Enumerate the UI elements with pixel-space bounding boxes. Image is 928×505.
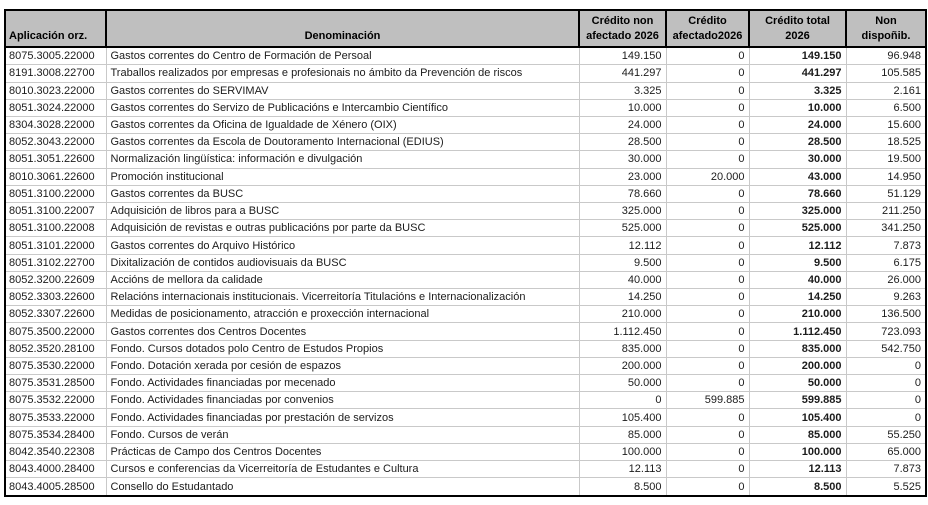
- cell-credito-afectado-2026[interactable]: 0: [666, 116, 749, 133]
- cell-aplicacion-orz[interactable]: 8051.3024.22000: [5, 99, 106, 116]
- column-header-non-disponib[interactable]: [846, 10, 926, 47]
- cell-denominacion[interactable]: Gastos correntes do SERVIMAV: [106, 82, 579, 99]
- cell-aplicacion-orz[interactable]: 8010.3023.22000: [5, 82, 106, 99]
- column-header-line: Non: [875, 15, 897, 27]
- cell-denominacion[interactable]: Gastos correntes do Servizo de Publicacións e Intercambio Científico: [106, 99, 579, 116]
- cell-aplicacion-orz[interactable]: 8075.3534.28400: [5, 426, 106, 443]
- cell-credito-afectado-2026[interactable]: 0: [666, 478, 749, 496]
- cell-non-disponib[interactable]: 0: [846, 357, 926, 374]
- cell-credito-afectado-2026[interactable]: 0: [666, 82, 749, 99]
- cell-aplicacion-orz[interactable]: 8052.3520.28100: [5, 340, 106, 357]
- cell-non-disponib[interactable]: 341.250: [846, 220, 926, 237]
- cell-credito-afectado-2026[interactable]: 0: [666, 375, 749, 392]
- cell-credito-afectado-2026[interactable]: 0: [666, 203, 749, 220]
- cell-credito-total-2026[interactable]: 85.000: [749, 426, 846, 443]
- cell-non-disponib[interactable]: 6.175: [846, 254, 926, 271]
- table-body: [5, 47, 926, 496]
- cell-credito-afectado-2026[interactable]: 0: [666, 306, 749, 323]
- cell-aplicacion-orz[interactable]: 8052.3307.22600: [5, 306, 106, 323]
- cell-credito-total-2026[interactable]: 325.000: [749, 203, 846, 220]
- cell-credito-afectado-2026[interactable]: 0: [666, 65, 749, 82]
- cell-credito-non-afectado-2026[interactable]: 50.000: [579, 375, 666, 392]
- column-header-line: Crédito non: [591, 15, 654, 27]
- cell-credito-afectado-2026[interactable]: 20.000: [666, 168, 749, 185]
- table-row: [5, 82, 926, 99]
- cell-aplicacion-orz[interactable]: 8075.3530.22000: [5, 357, 106, 374]
- cell-aplicacion-orz[interactable]: 8304.3028.22000: [5, 116, 106, 133]
- cell-aplicacion-orz[interactable]: 8075.3500.22000: [5, 323, 106, 340]
- table-row: [5, 168, 926, 185]
- cell-credito-total-2026[interactable]: 105.400: [749, 409, 846, 426]
- table-row: [5, 323, 926, 340]
- cell-credito-non-afectado-2026[interactable]: 30.000: [579, 151, 666, 168]
- cell-credito-afectado-2026[interactable]: 0: [666, 443, 749, 460]
- column-header-denominacion[interactable]: [106, 10, 579, 47]
- cell-credito-total-2026[interactable]: 43.000: [749, 168, 846, 185]
- cell-credito-afectado-2026[interactable]: 0: [666, 134, 749, 151]
- cell-credito-non-afectado-2026[interactable]: 835.000: [579, 340, 666, 357]
- table-header: [5, 10, 926, 47]
- cell-aplicacion-orz[interactable]: 8052.3043.22000: [5, 134, 106, 151]
- cell-credito-total-2026[interactable]: 30.000: [749, 151, 846, 168]
- cell-denominacion[interactable]: Dixitalización de contidos audiovisuais da BUSC: [106, 254, 579, 271]
- cell-denominacion[interactable]: Medidas de posicionamento, atracción e proxección internacional: [106, 306, 579, 323]
- cell-credito-non-afectado-2026[interactable]: 9.500: [579, 254, 666, 271]
- cell-aplicacion-orz[interactable]: 8043.4005.28500: [5, 478, 106, 496]
- cell-aplicacion-orz[interactable]: 8051.3100.22008: [5, 220, 106, 237]
- cell-non-disponib[interactable]: 2.161: [846, 82, 926, 99]
- table-row: [5, 134, 926, 151]
- cell-credito-non-afectado-2026[interactable]: 10.000: [579, 99, 666, 116]
- cell-credito-total-2026[interactable]: 1.112.450: [749, 323, 846, 340]
- cell-non-disponib[interactable]: 18.525: [846, 134, 926, 151]
- cell-denominacion[interactable]: Fondo. Dotación xerada por cesión de espazos: [106, 357, 579, 374]
- cell-denominacion[interactable]: Gastos correntes da Escola de Doutoramento Internacional (EDIUS): [106, 134, 579, 151]
- cell-non-disponib[interactable]: 65.000: [846, 443, 926, 460]
- cell-credito-total-2026[interactable]: 12.113: [749, 461, 846, 478]
- cell-denominacion[interactable]: Consello do Estudantado: [106, 478, 579, 496]
- cell-non-disponib[interactable]: 723.093: [846, 323, 926, 340]
- cell-aplicacion-orz[interactable]: 8042.3540.22308: [5, 443, 106, 460]
- cell-aplicacion-orz[interactable]: 8075.3532.22000: [5, 392, 106, 409]
- cell-aplicacion-orz[interactable]: 8075.3533.22000: [5, 409, 106, 426]
- cell-non-disponib[interactable]: 105.585: [846, 65, 926, 82]
- cell-credito-afectado-2026[interactable]: 0: [666, 289, 749, 306]
- cell-credito-non-afectado-2026[interactable]: 12.113: [579, 461, 666, 478]
- cell-aplicacion-orz[interactable]: 8051.3100.22000: [5, 185, 106, 202]
- cell-credito-afectado-2026[interactable]: 0: [666, 409, 749, 426]
- header-row: [5, 10, 926, 47]
- column-header-credito-non-afectado-2026[interactable]: [579, 10, 666, 47]
- table-row: [5, 306, 926, 323]
- table-row: [5, 254, 926, 271]
- cell-non-disponib[interactable]: 14.950: [846, 168, 926, 185]
- cell-non-disponib[interactable]: 0: [846, 392, 926, 409]
- cell-credito-total-2026[interactable]: 40.000: [749, 271, 846, 288]
- cell-non-disponib[interactable]: 9.263: [846, 289, 926, 306]
- cell-credito-non-afectado-2026[interactable]: 28.500: [579, 134, 666, 151]
- cell-credito-total-2026[interactable]: 525.000: [749, 220, 846, 237]
- column-header-credito-total-2026[interactable]: [749, 10, 846, 47]
- table-row: [5, 340, 926, 357]
- table-row: [5, 375, 926, 392]
- table-row: [5, 116, 926, 133]
- cell-credito-afectado-2026[interactable]: 599.885: [666, 392, 749, 409]
- cell-non-disponib[interactable]: 0: [846, 409, 926, 426]
- cell-denominacion[interactable]: Cursos e conferencias da Vicerreitoría de Estudantes e Cultura: [106, 461, 579, 478]
- cell-aplicacion-orz[interactable]: 8191.3008.22700: [5, 65, 106, 82]
- cell-credito-non-afectado-2026[interactable]: 210.000: [579, 306, 666, 323]
- table-row: [5, 99, 926, 116]
- column-header-line: 2026: [785, 30, 810, 42]
- table-row: [5, 47, 926, 65]
- cell-denominacion[interactable]: Fondo. Actividades financiadas por mecenado: [106, 375, 579, 392]
- table-row: [5, 151, 926, 168]
- cell-denominacion[interactable]: Promoción institucional: [106, 168, 579, 185]
- cell-non-disponib[interactable]: 26.000: [846, 271, 926, 288]
- table-row: [5, 237, 926, 254]
- cell-credito-non-afectado-2026[interactable]: 100.000: [579, 443, 666, 460]
- cell-denominacion[interactable]: Gastos correntes da BUSC: [106, 185, 579, 202]
- cell-non-disponib[interactable]: 136.500: [846, 306, 926, 323]
- cell-credito-total-2026[interactable]: 12.112: [749, 237, 846, 254]
- cell-credito-total-2026[interactable]: 3.325: [749, 82, 846, 99]
- table-row: [5, 65, 926, 82]
- cell-denominacion[interactable]: Fondo. Cursos de verán: [106, 426, 579, 443]
- cell-credito-non-afectado-2026[interactable]: 85.000: [579, 426, 666, 443]
- table-row: [5, 185, 926, 202]
- cell-credito-afectado-2026[interactable]: 0: [666, 220, 749, 237]
- column-header-line: afectado 2026: [586, 30, 659, 42]
- cell-non-disponib[interactable]: 5.525: [846, 478, 926, 496]
- cell-credito-non-afectado-2026[interactable]: 3.325: [579, 82, 666, 99]
- cell-credito-non-afectado-2026[interactable]: 23.000: [579, 168, 666, 185]
- cell-credito-total-2026[interactable]: 50.000: [749, 375, 846, 392]
- cell-aplicacion-orz[interactable]: 8075.3005.22000: [5, 47, 106, 65]
- cell-non-disponib[interactable]: 542.750: [846, 340, 926, 357]
- cell-aplicacion-orz[interactable]: 8052.3303.22600: [5, 289, 106, 306]
- cell-credito-afectado-2026[interactable]: 0: [666, 357, 749, 374]
- table-row: [5, 461, 926, 478]
- cell-credito-total-2026[interactable]: 10.000: [749, 99, 846, 116]
- cell-aplicacion-orz[interactable]: 8052.3200.22609: [5, 271, 106, 288]
- cell-non-disponib[interactable]: 7.873: [846, 461, 926, 478]
- cell-credito-non-afectado-2026[interactable]: 14.250: [579, 289, 666, 306]
- table-row: [5, 478, 926, 496]
- table-row: [5, 426, 926, 443]
- column-header-line: dispoñib.: [861, 30, 911, 42]
- cell-credito-afectado-2026[interactable]: 0: [666, 237, 749, 254]
- cell-credito-afectado-2026[interactable]: 0: [666, 323, 749, 340]
- cell-denominacion[interactable]: Accións de mellora da calidade: [106, 271, 579, 288]
- cell-aplicacion-orz[interactable]: 8051.3100.22007: [5, 203, 106, 220]
- cell-denominacion[interactable]: Prácticas de Campo dos Centros Docentes: [106, 443, 579, 460]
- table-row: [5, 443, 926, 460]
- cell-credito-afectado-2026[interactable]: 0: [666, 99, 749, 116]
- table-row: [5, 220, 926, 237]
- table-row: [5, 289, 926, 306]
- cell-non-disponib[interactable]: 0: [846, 375, 926, 392]
- cell-denominacion[interactable]: Fondo. Actividades financiadas por convenios: [106, 392, 579, 409]
- cell-credito-total-2026[interactable]: 599.885: [749, 392, 846, 409]
- cell-denominacion[interactable]: Adquisición de revistas e outras publicacións por parte da BUSC: [106, 220, 579, 237]
- column-header-aplicacion-orz[interactable]: [5, 10, 106, 47]
- cell-credito-total-2026[interactable]: 441.297: [749, 65, 846, 82]
- cell-denominacion[interactable]: Normalización lingüística: información e divulgación: [106, 151, 579, 168]
- table-row: [5, 357, 926, 374]
- cell-aplicacion-orz[interactable]: 8043.4000.28400: [5, 461, 106, 478]
- cell-credito-total-2026[interactable]: 149.150: [749, 47, 846, 65]
- table-row: [5, 203, 926, 220]
- cell-credito-afectado-2026[interactable]: 0: [666, 47, 749, 65]
- cell-denominacion[interactable]: Gastos correntes do Centro de Formación de Persoal: [106, 47, 579, 65]
- cell-credito-total-2026[interactable]: 24.000: [749, 116, 846, 133]
- cell-denominacion[interactable]: Gastos correntes da Oficina de Igualdade de Xénero (OIX): [106, 116, 579, 133]
- cell-credito-non-afectado-2026[interactable]: 105.400: [579, 409, 666, 426]
- table-row: [5, 392, 926, 409]
- cell-credito-total-2026[interactable]: 28.500: [749, 134, 846, 151]
- cell-credito-total-2026[interactable]: 210.000: [749, 306, 846, 323]
- cell-denominacion[interactable]: Gastos correntes do Arquivo Histórico: [106, 237, 579, 254]
- cell-non-disponib[interactable]: 6.500: [846, 99, 926, 116]
- budget-table: [4, 9, 927, 497]
- column-header-line: Crédito: [688, 15, 727, 27]
- cell-credito-non-afectado-2026[interactable]: 40.000: [579, 271, 666, 288]
- cell-credito-non-afectado-2026[interactable]: 1.112.450: [579, 323, 666, 340]
- cell-credito-afectado-2026[interactable]: 0: [666, 340, 749, 357]
- cell-credito-non-afectado-2026[interactable]: 0: [579, 392, 666, 409]
- table-row: [5, 271, 926, 288]
- column-header-line: Aplicación orz.: [9, 30, 88, 42]
- cell-credito-total-2026[interactable]: 100.000: [749, 443, 846, 460]
- cell-non-disponib[interactable]: 96.948: [846, 47, 926, 65]
- column-header-line: afectado2026: [672, 30, 743, 42]
- cell-credito-non-afectado-2026[interactable]: 441.297: [579, 65, 666, 82]
- cell-non-disponib[interactable]: 211.250: [846, 203, 926, 220]
- cell-credito-afectado-2026[interactable]: 0: [666, 271, 749, 288]
- cell-denominacion[interactable]: Traballos realizados por empresas e profesionais no ámbito da Prevención de riscos: [106, 65, 579, 82]
- cell-denominacion[interactable]: Relacións internacionais institucionais. Vicerreitoría Titulacións e Internacionalización: [106, 289, 579, 306]
- spreadsheet-region: [4, 9, 927, 497]
- column-header-credito-afectado-2026[interactable]: [666, 10, 749, 47]
- cell-aplicacion-orz[interactable]: 8010.3061.22600: [5, 168, 106, 185]
- cell-credito-non-afectado-2026[interactable]: 12.112: [579, 237, 666, 254]
- cell-denominacion[interactable]: Fondo. Actividades financiadas por prestación de servizos: [106, 409, 579, 426]
- cell-credito-afectado-2026[interactable]: 0: [666, 254, 749, 271]
- cell-aplicacion-orz[interactable]: 8051.3101.22000: [5, 237, 106, 254]
- cell-credito-non-afectado-2026[interactable]: 24.000: [579, 116, 666, 133]
- cell-aplicacion-orz[interactable]: 8051.3051.22600: [5, 151, 106, 168]
- cell-credito-non-afectado-2026[interactable]: 325.000: [579, 203, 666, 220]
- cell-credito-non-afectado-2026[interactable]: 200.000: [579, 357, 666, 374]
- cell-credito-total-2026[interactable]: 14.250: [749, 289, 846, 306]
- cell-credito-afectado-2026[interactable]: 0: [666, 461, 749, 478]
- cell-credito-total-2026[interactable]: 200.000: [749, 357, 846, 374]
- cell-credito-non-afectado-2026[interactable]: 78.660: [579, 185, 666, 202]
- cell-non-disponib[interactable]: 51.129: [846, 185, 926, 202]
- column-header-line: Denominación: [304, 30, 381, 42]
- cell-credito-non-afectado-2026[interactable]: 149.150: [579, 47, 666, 65]
- cell-credito-total-2026[interactable]: 835.000: [749, 340, 846, 357]
- cell-credito-total-2026[interactable]: 9.500: [749, 254, 846, 271]
- cell-credito-total-2026[interactable]: 78.660: [749, 185, 846, 202]
- cell-credito-total-2026[interactable]: 8.500: [749, 478, 846, 496]
- table-row: [5, 409, 926, 426]
- cell-non-disponib[interactable]: 15.600: [846, 116, 926, 133]
- cell-aplicacion-orz[interactable]: 8075.3531.28500: [5, 375, 106, 392]
- cell-non-disponib[interactable]: 19.500: [846, 151, 926, 168]
- cell-non-disponib[interactable]: 55.250: [846, 426, 926, 443]
- cell-credito-non-afectado-2026[interactable]: 8.500: [579, 478, 666, 496]
- cell-aplicacion-orz[interactable]: 8051.3102.22700: [5, 254, 106, 271]
- cell-credito-afectado-2026[interactable]: 0: [666, 185, 749, 202]
- cell-denominacion[interactable]: Adquisición de libros para a BUSC: [106, 203, 579, 220]
- cell-denominacion[interactable]: Gastos correntes dos Centros Docentes: [106, 323, 579, 340]
- cell-credito-afectado-2026[interactable]: 0: [666, 426, 749, 443]
- cell-denominacion[interactable]: Fondo. Cursos dotados polo Centro de Estudos Propios: [106, 340, 579, 357]
- cell-non-disponib[interactable]: 7.873: [846, 237, 926, 254]
- column-header-line: Crédito total: [765, 15, 830, 27]
- cell-credito-non-afectado-2026[interactable]: 525.000: [579, 220, 666, 237]
- cell-credito-afectado-2026[interactable]: 0: [666, 151, 749, 168]
